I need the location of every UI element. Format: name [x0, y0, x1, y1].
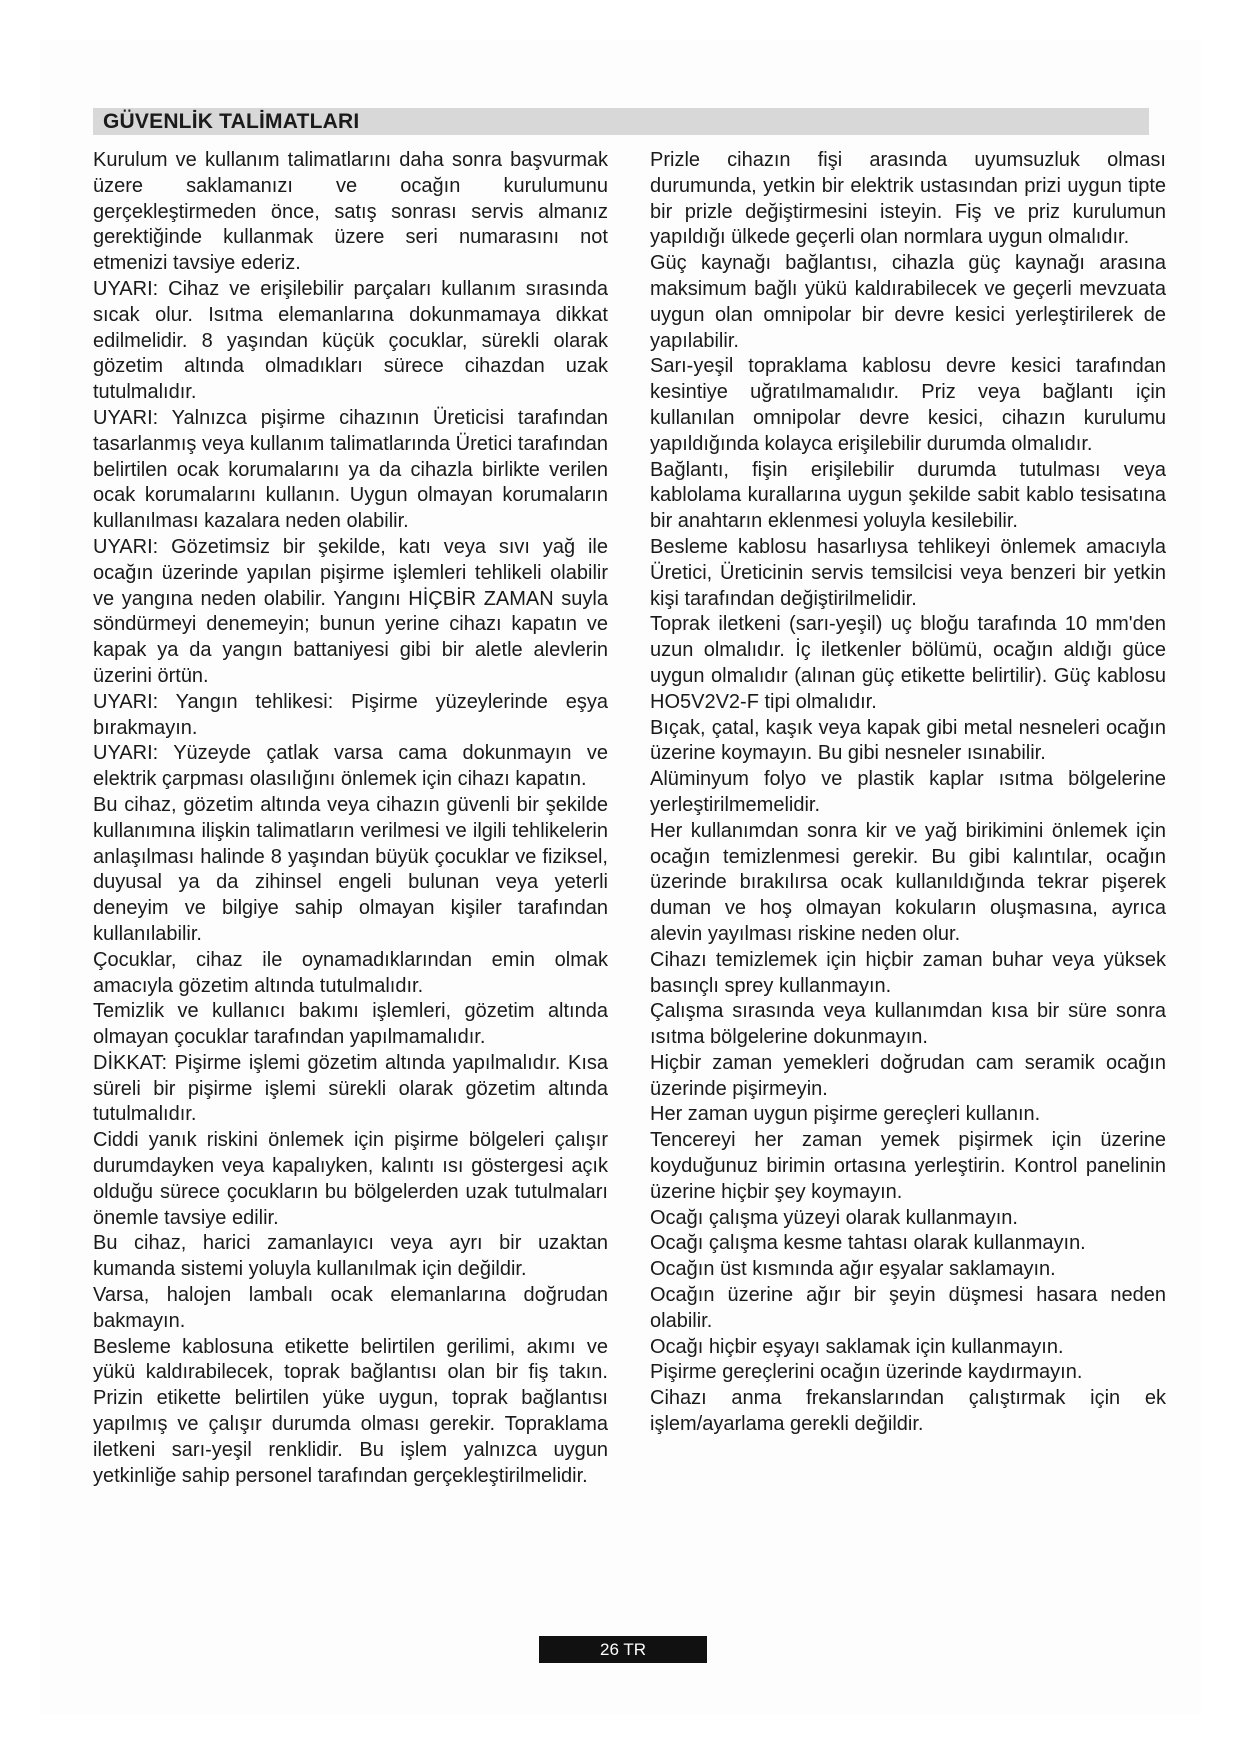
paragraph: Ocağı çalışma yüzeyi olarak kullanmayın. — [650, 1206, 1018, 1229]
paragraph: Bağlantı, fişin erişilebilir durumda tutulması veya kablolama kurallarına uygun şekilde sabit kablo tesisatına bir anahtarın eklenmesi yoluyla kesilebilir. — [650, 458, 1166, 533]
page-number-badge: 26 TR — [539, 1636, 707, 1663]
paragraph: Cihazı anma frekanslarından çalıştırmak için ek işlem/ayarlama gerekli değildir. — [650, 1387, 1166, 1436]
paragraph: Ocağın üst kısmında ağır eşyalar saklamayın. — [650, 1258, 1056, 1281]
section-title: GÜVENLİK TALİMATLARI — [103, 110, 360, 133]
paragraph: UYARI: Yüzeyde çatlak varsa cama dokunmayın ve elektrik çarpması olasılığını önlemek için cihazı kapatın. — [93, 742, 608, 791]
paragraph: Hiçbir zaman yemekleri doğrudan cam seramik ocağın üzerinde pişirmeyin. — [650, 1051, 1166, 1100]
paragraph: Çocuklar, cihaz ile oynamadıklarından emin olmak amacıyla gözetim altında tutulmalıdır. — [93, 948, 608, 997]
paragraph: Toprak iletkeni (sarı-yeşil) uç bloğu tarafında 10 mm'den uzun olmalıdır. İç iletkenler bölümü, ocağın aldığı güce uygun olmalıdır (alınan güç etikette belirtilir). Güç kablosu HO5V2V2-F tipi olmalıdır. — [650, 613, 1166, 713]
paragraph: Ocağı çalışma kesme tahtası olarak kullanmayın. — [650, 1232, 1086, 1255]
paragraph: Varsa, halojen lambalı ocak elemanlarına doğrudan bakmayın. — [93, 1284, 608, 1332]
paragraph: Cihazı temizlemek için hiçbir zaman buhar veya yüksek basınçlı sprey kullanmayın. — [650, 948, 1166, 997]
paragraph: Ciddi yanık riskini önlemek için pişirme bölgeleri çalışır durumdayken veya kapalıyken, kalıntı ısı göstergesi açık olduğu sürece çocukların bu bölgelerden uzak tutulmaları önemle tavsiye edilir. — [93, 1129, 608, 1229]
paragraph: UYARI: Gözetimsiz bir şekilde, katı veya sıvı yağ ile ocağın üzerinde yapılan pişirme işlemleri tehlikeli olabilir ve yangına neden olabilir. Yangını HİÇBİR ZAMAN suyla söndürmeyi denemeyin; bunun yerine cihazı kapatın ve kapak ya da yangın battaniyesi gibi bir aletle alevlerin üzerini örtün. — [93, 535, 608, 687]
paragraph: UYARI: Yalnızca pişirme cihazının Üreticisi tarafından tasarlanmış veya kullanım talimatlarında Üretici tarafından belirtilen ocak korumalarını ya da cihazla birlikte verilen ocak korumalarını kullanın. Uygun olmayan korumaların kullanılması kazalara neden olabilir. — [93, 406, 608, 533]
paragraph: DİKKAT: Pişirme işlemi gözetim altında yapılmalıdır. Kısa süreli bir pişirme işlemi sürekli olarak gözetim altında tutulmalıdır. — [93, 1051, 608, 1126]
paragraph: Her kullanımdan sonra kir ve yağ birikimini önlemek için ocağın temizlenmesi gerekir. Bu gibi kalıntılar, ocağın üzerinde bırakılırsa ocak kullanıldığında tekrar pişerek duman ve hoş olmayan kokuların oluşmasına, ayrıca alevin yayılması riskine neden olur. — [650, 819, 1166, 945]
paragraph: Güç kaynağı bağlantısı, cihazla güç kaynağı arasına maksimum bağlı yükü kaldırabilecek ve geçerli mevzuata uygun olan omnipolar bir devre kesici yerleştirilerek de yapılabilir. — [650, 252, 1166, 352]
paragraph: Besleme kablosu hasarlıysa tehlikeyi önlemek amacıyla Üretici, Üreticinin servis temsilcisi veya benzeri bir yetkin kişi tarafından değiştirilmelidir. — [650, 535, 1166, 610]
paragraph: Ocağın üzerine ağır bir şeyin düşmesi hasara neden olabilir. — [650, 1284, 1166, 1332]
paragraph: Bu cihaz, harici zamanlayıcı veya ayrı bir uzaktan kumanda sistemi yoluyla kullanılmak için değildir. — [93, 1232, 608, 1281]
paragraph: Pişirme gereçlerini ocağın üzerinde kaydırmayın. — [650, 1361, 1083, 1384]
paragraph: Her zaman uygun pişirme gereçleri kullanın. — [650, 1103, 1041, 1126]
paragraph: Temizlik ve kullanıcı bakımı işlemleri, gözetim altında olmayan çocuklar tarafından yapılmamalıdır. — [93, 1000, 608, 1049]
left-column — [93, 148, 608, 1489]
paragraph: UYARI: Cihaz ve erişilebilir parçaları kullanım sırasında sıcak olur. Isıtma elemanlarına dokunmamaya dikkat edilmelidir. 8 yaşından küçük çocuklar, sürekli olarak gözetim altında olmadıkları sürece cihazdan uzak tutulmalıdır. — [93, 277, 608, 404]
paragraph: Besleme kablosuna etikette belirtilen gerilimi, akımı ve yükü kaldırabilecek, toprak bağlantısı olan bir fiş takın. Prizin etikette belirtilen yüke uygun, toprak bağlantısı yapılmış ve çalışır durumda olması gerekir. Topraklama iletkeni sarı-yeşil renklidir. Bu işlem yalnızca uygun yetkinliğe sahip personel tarafından gerçekleştirilmelidir. — [93, 1335, 608, 1487]
paragraph: Kurulum ve kullanım talimatlarını daha sonra başvurmak üzere saklamanızı ve ocağın kurulumunu gerçekleştirmeden önce, satış sonrası servis almanız gerektiğinde kullanmak üzere seri numarasını not etmenizi tavsiye ederiz. — [93, 149, 608, 275]
paragraph: Bıçak, çatal, kaşık veya kapak gibi metal nesneleri ocağın üzerine koymayın. Bu gibi nesneler ısınabilir. — [650, 716, 1166, 765]
right-column — [650, 148, 1166, 1438]
paragraph: Tencereyi her zaman yemek pişirmek için üzerine koyduğunuz birimin ortasına yerleştirin. Kontrol panelinin üzerine hiçbir şey koymayın. — [650, 1129, 1166, 1203]
paragraph: Ocağı hiçbir eşyayı saklamak için kullanmayın. — [650, 1335, 1064, 1358]
paragraph: Sarı-yeşil topraklama kablosu devre kesici tarafından kesintiye uğratılmamalıdır. Priz veya bağlantı için kullanılan omnipolar devre kesici, cihazın kurulumu yapıldığında kolayca erişilebilir durumda olmalıdır. — [650, 355, 1166, 455]
paragraph: UYARI: Yangın tehlikesi: Pişirme yüzeylerinde eşya bırakmayın. — [93, 690, 608, 739]
paragraph: Alüminyum folyo ve plastik kaplar ısıtma bölgelerine yerleştirilmemelidir. — [650, 768, 1166, 816]
paragraph: Çalışma sırasında veya kullanımdan kısa bir süre sonra ısıtma bölgelerine dokunmayın. — [650, 1000, 1166, 1049]
paragraph: Bu cihaz, gözetim altında veya cihazın güvenli bir şekilde kullanımına ilişkin talimatların verilmesi ve ilgili tehlikelerin anlaşılması halinde 8 yaşından büyük çocuklar ve fiziksel, duyusal ya da zihinsel engeli bulunan veya yeterli deneyim ve bilgiye sahip olmayan kişiler tarafından kullanılabilir. — [93, 793, 608, 945]
paragraph: Prizle cihazın fişi arasında uyumsuzluk olması durumunda, yetkin bir elektrik ustasından prizi uygun tipte bir prizle değiştirmesini isteyin. Fiş ve priz kurulumun yapıldığı ülkede geçerli olan normlara uygun olmalıdır. — [650, 149, 1166, 249]
